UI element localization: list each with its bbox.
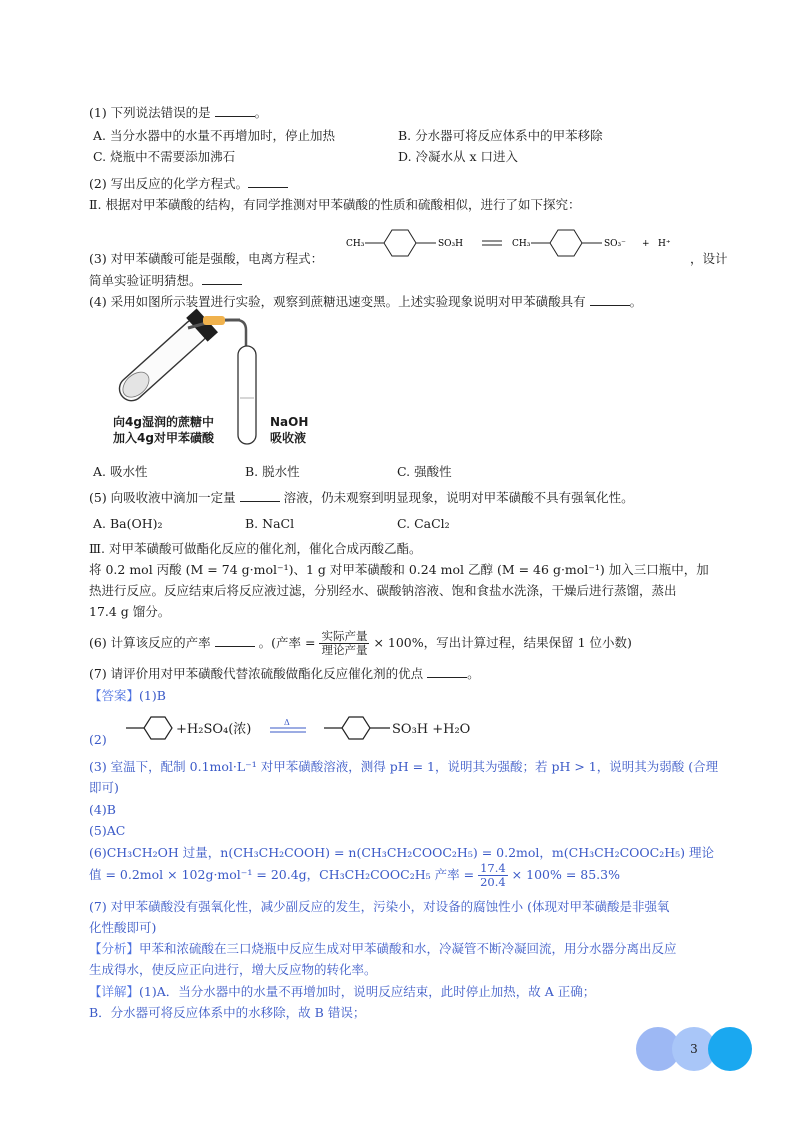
q1-option-b: B. 分水器可将反应体系中的甲苯移除	[398, 128, 603, 143]
eq-h-plus: H⁺	[658, 239, 671, 249]
ionization-equation	[344, 222, 684, 262]
part3-line2: 热进行反应。反应结束后将反应液过滤，分别经水、碳酸钠溶液、饱和食盐水洗涤，干燥后进行蒸馏，蒸出	[89, 583, 677, 598]
figure-label-right-2: 吸收液	[270, 431, 307, 445]
answer-2-label: (2)	[89, 732, 107, 747]
part3-line1: 将 0.2 mol 丙酸 (M = 74 g·mol⁻¹)、1 g 对甲苯磺酸和 0.24 mol 乙醇 (M = 46 g·mol⁻¹) 加入三口瓶中，加	[89, 562, 709, 577]
q5-option-a: A. Ba(OH)₂	[93, 516, 163, 531]
toluene-ring-icon	[144, 717, 172, 739]
answer-line1: 【答案】(1)B	[89, 688, 166, 703]
answer-6-line1: (6)CH₃CH₂OH 过量，n(CH₃CH₂COOH) = n(CH₃CH₂COOC₂H₅) = 0.2mol，m(CH₃CH₂COOC₂H₅) 理论	[89, 845, 714, 860]
q1-blank	[215, 104, 255, 117]
page-decor-circle-right	[708, 1027, 752, 1071]
benzene-ring-icon	[342, 717, 370, 739]
q2-blank	[248, 175, 288, 188]
q1-stem: (1) 下列说法错误的是 。	[89, 105, 268, 120]
answer-7-line1: (7) 对甲苯磺酸没有强氧化性，减少副反应的发生，污染小，对设备的腐蚀性小 (体现对甲苯磺酸是非强氧	[89, 899, 670, 914]
part3-intro: Ⅲ. 对甲苯磺酸可做酯化反应的催化剂，催化合成丙酸乙酯。	[89, 541, 422, 556]
eq-ch3-right: CH₃	[512, 239, 531, 249]
q3-stem: (3) 对甲苯磺酸可能是强酸，电离方程式：	[89, 251, 324, 266]
answer-3-line2: 即可)	[89, 780, 119, 795]
q6-stem: (6) 计算该反应的产率 。(产率 = $\frac{\text{实际产量}}{\text{理论产量}}$ × 100%，写出计算过程，结果保留 1 位小数)	[89, 629, 632, 657]
q1-option-d: D. 冷凝水从 x 口进入	[398, 149, 519, 164]
reaction-condition: Δ	[284, 718, 290, 727]
part2-intro: Ⅱ. 根据对甲苯磺酸的结构，有同学推测对甲苯磺酸的性质和硫酸相似，进行了如下探究：	[89, 197, 581, 212]
q5-option-c: C. CaCl₂	[397, 516, 450, 531]
q6-blank	[215, 634, 255, 647]
answer-3-line1: (3) 室温下，配制 0.1mol·L⁻¹ 对甲苯磺酸溶液，测得 pH = 1，说明其为强酸；若 pH > 1，说明其为弱酸 (合理	[89, 759, 719, 774]
analysis-line2: 生成得水，使反应正向进行，增大反应物的转化率。	[89, 962, 377, 977]
q4-option-a: A. 吸水性	[93, 464, 148, 479]
answer-tag: 【答案】	[89, 688, 140, 703]
detail-tag: 【详解】	[89, 984, 140, 999]
q1-option-c: C. 烧瓶中不需要添加沸石	[93, 149, 236, 164]
q4-option-b: B. 脱水性	[245, 464, 300, 479]
eq-so3h: SO₃H	[438, 239, 464, 249]
q7-stem: (7) 请评价用对甲苯磺酸代替浓硫酸做酯化反应催化剂的优点 。	[89, 666, 480, 681]
benzene-ring-icon	[384, 230, 416, 256]
q7-blank	[427, 665, 467, 678]
q1-option-a: A. 当分水器中的水量不再增加时，停止加热	[93, 128, 335, 143]
reaction-equation	[120, 708, 520, 752]
q4-option-c: C. 强酸性	[397, 464, 452, 479]
rubber-connector	[203, 316, 225, 325]
answer-yield-fraction: $\frac{17.4}{20.4}$	[480, 861, 506, 889]
q2-stem: (2) 写出反应的化学方程式。	[89, 175, 288, 193]
figure-label-left-2: 加入4g对甲苯磺酸	[113, 431, 214, 445]
product-text: SO₃H +H₂O	[392, 722, 471, 737]
answer-6-line2: 值 = 0.2mol × 102g·mol⁻¹ = 20.4g，CH₃CH₂COOC₂H₅ 产率 = $\frac{17.4}{20.4}$ × 100% = 85.3%	[89, 861, 620, 889]
answer-5: (5)AC	[89, 823, 126, 838]
figure-label-left-1: 向4g湿润的蔗糖中	[113, 415, 214, 429]
q5-blank	[240, 489, 280, 502]
q3-tail: ，设计	[690, 251, 728, 266]
absorption-tube	[238, 346, 256, 444]
part3-line3: 17.4 g 馏分。	[89, 604, 171, 619]
figure-label-right-1: NaOH	[270, 415, 309, 429]
eq-so3-minus: SO₃⁻	[604, 239, 626, 249]
q5-option-b: B. NaCl	[245, 516, 295, 531]
page-number: 3	[690, 1042, 698, 1056]
q4-stem: (4) 采用如图所示装置进行实验，观察到蔗糖迅速变黑。上述实验现象说明对甲苯磺酸具有 。	[89, 294, 643, 309]
eq-ch3-left: CH₃	[346, 239, 365, 249]
analysis-line1: 【分析】甲苯和浓硫酸在三口烧瓶中反应生成对甲苯磺酸和水，冷凝管不断冷凝回流，用分水器分离出反应	[89, 941, 677, 956]
analysis-tag: 【分析】	[89, 941, 140, 956]
answer-4: (4)B	[89, 802, 116, 817]
eq-plus: +	[642, 239, 650, 249]
benzene-ring-icon	[550, 230, 582, 256]
reagent-text: +H₂SO₄(浓)	[176, 722, 252, 737]
q4-blank	[590, 293, 630, 306]
answer-7-line2: 化性酸即可)	[89, 920, 157, 935]
q5-stem: (5) 向吸收液中滴加一定量 溶液，仍未观察到明显现象，说明对甲苯磺酸不具有强氧化性。	[89, 490, 634, 505]
q3-line2: 简单实验证明猜想。	[89, 272, 242, 290]
yield-fraction: $\frac{\text{实际产量}}{\text{理论产量}}$	[321, 629, 368, 657]
q3-blank	[202, 272, 242, 285]
detail-line1: 【详解】(1)A．当分水器中的水量不再增加时，说明反应结束，此时停止加热，故 A 正确；	[89, 984, 596, 999]
detail-line2: B．分水器可将反应体系中的水移除，故 B 错误；	[89, 1005, 366, 1020]
